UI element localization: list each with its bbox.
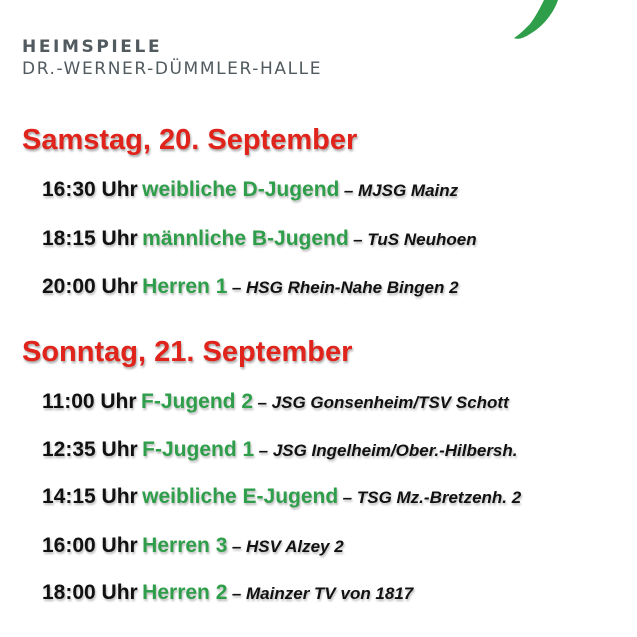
day-title-saturday: Samstag, 20. September (22, 124, 358, 156)
event-opponent: – TSG Mz.-Bretzenh. 2 (342, 488, 522, 507)
header-venue: DR.-WERNER-DÜMMLER-HALLE (22, 59, 323, 79)
event-opponent: – TuS Neuhoen (353, 230, 477, 249)
event-row (42, 534, 344, 558)
day-title-sunday: Sonntag, 21. September (22, 336, 353, 368)
event-team: F-Jugend 1 (142, 438, 255, 461)
event-team: Herren 1 (142, 275, 228, 298)
event-time: 18:00 Uhr (42, 581, 138, 604)
header (22, 37, 322, 79)
event-time: 14:15 Uhr (42, 485, 138, 508)
event-time: 16:30 Uhr (42, 178, 138, 201)
event-opponent: – JSG Ingelheim/Ober.-Hilbersh. (258, 441, 518, 460)
event-row (42, 390, 509, 414)
event-team: weibliche E-Jugend (142, 485, 339, 508)
event-row (42, 438, 518, 462)
event-time: 12:35 Uhr (42, 438, 138, 461)
event-time: 20:00 Uhr (42, 275, 138, 298)
event-opponent: – JSG Gonsenheim/TSV Schott (257, 393, 509, 412)
event-opponent: – Mainzer TV von 1817 (231, 584, 414, 603)
event-time: 16:00 Uhr (42, 534, 138, 557)
club-logo-icon (500, 0, 560, 44)
event-time: 18:15 Uhr (42, 227, 138, 250)
event-team: F-Jugend 2 (141, 390, 254, 413)
event-row (42, 178, 458, 202)
event-team: Herren 2 (142, 581, 228, 604)
event-team: weibliche D-Jugend (142, 178, 340, 201)
event-team: männliche B-Jugend (142, 227, 349, 250)
event-row (42, 275, 459, 299)
event-row (42, 485, 521, 509)
event-row (42, 581, 413, 605)
event-row (42, 227, 477, 251)
header-title: HEIMSPIELE (22, 37, 163, 57)
event-time: 11:00 Uhr (42, 390, 137, 413)
event-opponent: – MJSG Mainz (343, 181, 459, 200)
event-opponent: – HSG Rhein-Nahe Bingen 2 (231, 278, 459, 297)
event-opponent: – HSV Alzey 2 (231, 537, 344, 556)
event-team: Herren 3 (142, 534, 228, 557)
